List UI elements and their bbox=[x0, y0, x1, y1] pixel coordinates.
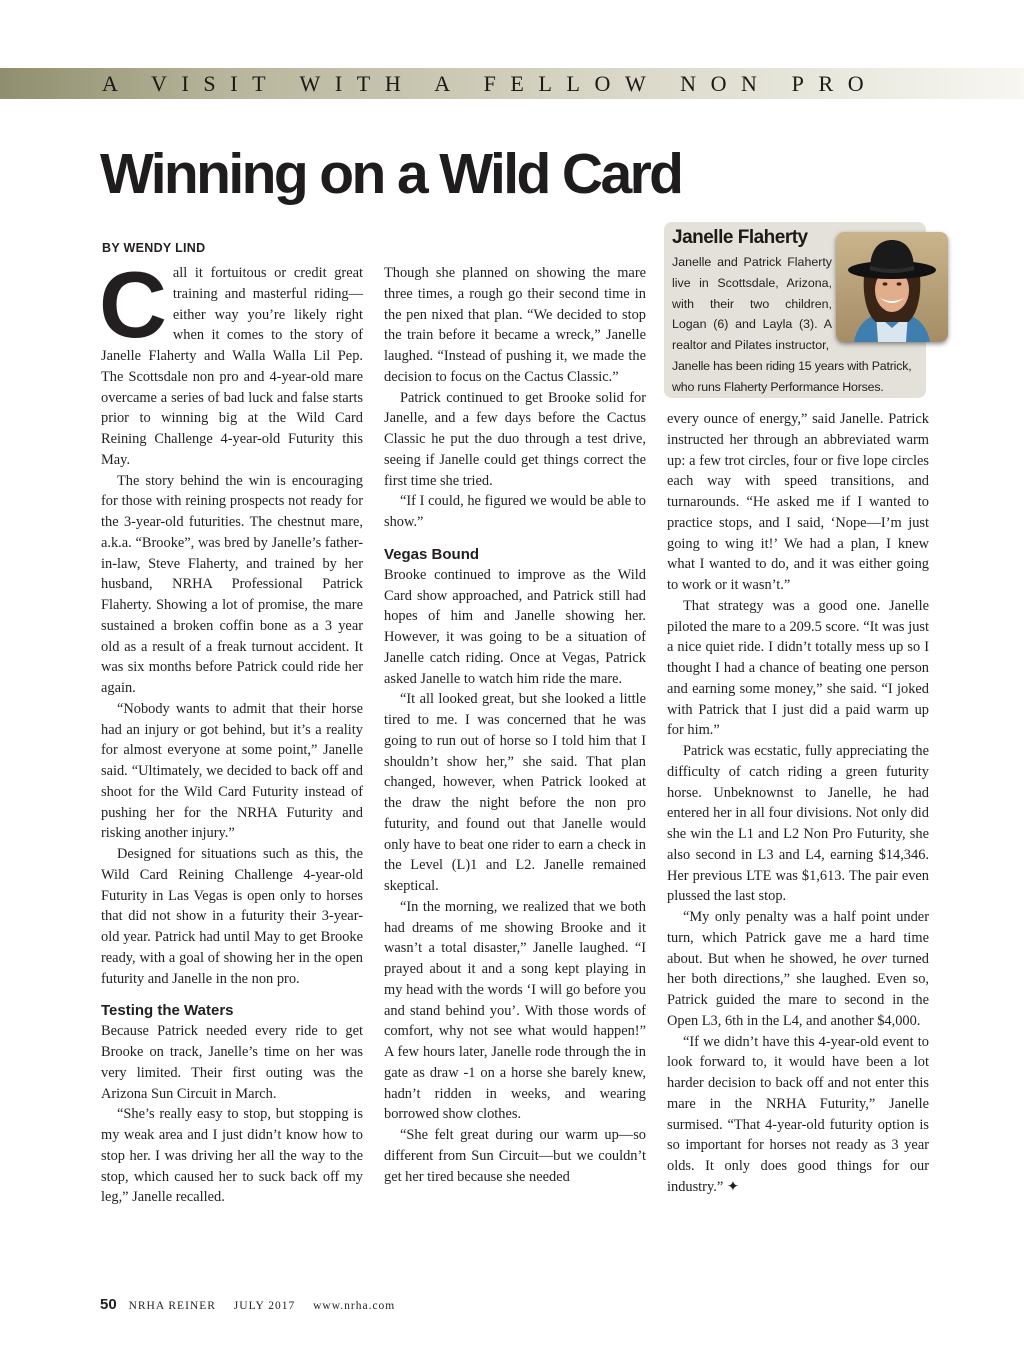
subheading-vegas-bound: Vegas Bound bbox=[384, 545, 480, 563]
paragraph: Patrick was ecstatic, fully appreciating the difficulty of catch riding a green futurity horse. Unbeknownst to Janelle, he had entered her in all four divisions. Not only did she win the L1 and L2 Non Pro Futurity, she also second in L3 and L4, earning $14,346. Her previous LTE was $1,613. The pair even plussed the last stop. bbox=[667, 743, 929, 905]
paragraph: every ounce of energy,” said Janelle. Patrick instructed her through an abbreviated warm up: a few trot circles, four or five lope circles each way with speed transitions, and turnarounds. “He asked me if I wanted to practice stops, and I said, ‘Nope—I’m just going to wing it!’ We had a plan, I knew what I wanted to do, and it was either going to work or it wasn’t.” bbox=[667, 411, 929, 593]
article-title: Winning on a Wild Card bbox=[100, 142, 682, 206]
paragraph: Because Patrick needed every ride to get Brooke on track, Janelle’s time on her was very limited. Their first outing was the Arizona Sun Circuit in March. bbox=[101, 1023, 363, 1102]
paragraph: “It all looked great, but she looked a little tired to me. I was concerned that he was going to run out of horse so I told him that I shouldn’t show her,” she said. That plan changed, however, when Patrick looked at the draw the night before the non pro futurity, and found out that Janelle would only have to beat one rider to earn a check in the Level (L)1 and L2. Janelle remained skeptical. bbox=[384, 691, 646, 894]
paragraph: “She’s really easy to stop, but stopping is my weak area and I just didn’t know how to stop her. I was driving her all the way to the stop, which caused her to suck back off my leg,” Janelle recalled. bbox=[101, 1106, 363, 1206]
subheading-testing-the-waters: Testing the Waters bbox=[101, 1002, 234, 1020]
section-banner-label: A VISIT WITH A FELLOW NON PRO bbox=[102, 71, 879, 96]
paragraph: “In the morning, we realized that we both had dreams of me showing Brooke and it wasn’t a total disaster,” Janelle laughed. “I prayed about it and a song kept playing in my head with the words ‘I will go before you and stand behind you’. With those words of comfort, why not see what would happen!” A few hours later, Janelle rode through the in gate as draw -1 on a horse she barely knew, hadn’t ridden in weeks, and wearing borrowed show clothes. bbox=[384, 898, 646, 1123]
portrait-image bbox=[836, 232, 948, 342]
article-column-1 bbox=[99, 252, 363, 1208]
paragraph: Call it fortuitous or credit great training and masterful riding—either way you’re likely right when it comes to the story of Janelle Flaherty and Walla Walla Lil Pep. The Scottsdale non pro and 4-year-old mare overcame a series of bad luck and false starts prior to winning big at the Wild Card Reining Challenge 4-year-old Futurity this May. bbox=[99, 252, 363, 468]
paragraph: Brooke continued to improve as the Wild Card show approached, and Patrick still had hopes of him and Janelle showing her. However, it was going to be a situation of Janelle catch riding. Once at Vegas, Patrick asked Janelle to watch him ride the mare. bbox=[384, 566, 646, 687]
paragraph: “Nobody wants to admit that their horse had an injury or got behind, but it’s a reality for almost everyone at some point,” Janelle said. “Ultimately, we decided to back off and shoot for the Wild Card Futurity instead of pushing her for the NRHA Futurity and risking another injury.” bbox=[101, 700, 363, 842]
paragraph: Patrick continued to get Brooke solid for Janelle, and a few days before the Cactus Classic he put the duo through a test drive, seeing if Janelle could get things correct the first time she tried. bbox=[384, 389, 646, 489]
page-footer bbox=[100, 1296, 395, 1313]
paragraph: Though she planned on showing the mare three times, a rough go their second time in the pen nixed that plan. “We decided to stop the train before it became a wreck,” Janelle laughed. “Instead of pushing it, we made the decision to focus on the Cactus Classic.” bbox=[384, 265, 646, 385]
article-column-2 bbox=[384, 263, 646, 1187]
sidebar-text-continued: Janelle has been riding 15 years with Patrick, who runs Flaherty Performance Horses. bbox=[672, 359, 912, 394]
website-url: www.nrha.com bbox=[313, 1300, 396, 1312]
sidebar-name: Janelle Flaherty bbox=[672, 227, 808, 248]
paragraph: “She felt great during our warm up—so different from Sun Circuit—but we couldn’t get her tired because she needed bbox=[384, 1127, 646, 1185]
page-number: 50 bbox=[100, 1296, 117, 1313]
paragraph: That strategy was a good one. Janelle piloted the mare to a 209.5 score. “It was just a nice quiet ride. I didn’t totally mess up so I thought I had a chance of beating one person and earning some money,” she said. “I joked with Patrick that I just did a paid warm up for him.” bbox=[667, 597, 929, 739]
paragraph: “If we didn’t have this 4-year-old event to look forward to, it would have been a lot harder decision to back off and not enter this mare in the NRHA Futurity,” Janelle surmised. “That 4-year-old futurity option is so important for horses not ready as 3 year olds. It only does good things for our industry.” ✦ bbox=[667, 1033, 929, 1195]
paragraph: “If I could, he figured we would be able to show.” bbox=[384, 493, 646, 530]
end-mark-icon: ✦ bbox=[723, 1178, 739, 1195]
byline: BY WENDY LIND bbox=[102, 241, 206, 255]
paragraph: The story behind the win is encouraging for those with reining prospects not ready for the 3-year-old futurities. The chestnut mare, a.k.a. “Brooke”, was bred by Janelle’s father-in-law, Steve Flaherty, and trained by her husband, NRHA Professional Patrick Flaherty. Showing a lot of promise, the mare sustained a broken coffin bone as a 3 year old as a result of a freak turnout accident. It was six months before Patrick could ride her again. bbox=[101, 472, 363, 696]
drop-cap: C bbox=[99, 252, 167, 357]
issue-date: JULY 2017 bbox=[233, 1300, 296, 1312]
sidebar-text: Janelle and Patrick Flaherty live in Scottsdale, Arizona, with their two children, Logan (6) and Layla (3). A realtor and Pilates instructor, bbox=[672, 255, 832, 352]
paragraph: Designed for situations such as this, the Wild Card Reining Challenge 4-year-old Futurity in Las Vegas is open only to horses that did not show in a futurity their 3-year-old year. Patrick had until May to get Brooke ready, with a goal of showing her in the open futurity and Janelle in the non pro. bbox=[101, 846, 363, 987]
emphasis: over bbox=[861, 950, 887, 967]
profile-sidebar bbox=[664, 222, 926, 398]
portrait-photo bbox=[836, 232, 948, 342]
paragraph: “My only penalty was a half point under turn, which Patrick gave me a hard time about. But when he showed, he over turned her both directions,” she laughed. Even so, Patrick guided the mare to second in the Open L3, 6th in the L4, and another $4,000. bbox=[667, 909, 929, 1029]
article-column-3 bbox=[667, 409, 929, 1198]
publication-name: NRHA REINER bbox=[128, 1300, 216, 1312]
section-banner bbox=[0, 68, 1024, 99]
